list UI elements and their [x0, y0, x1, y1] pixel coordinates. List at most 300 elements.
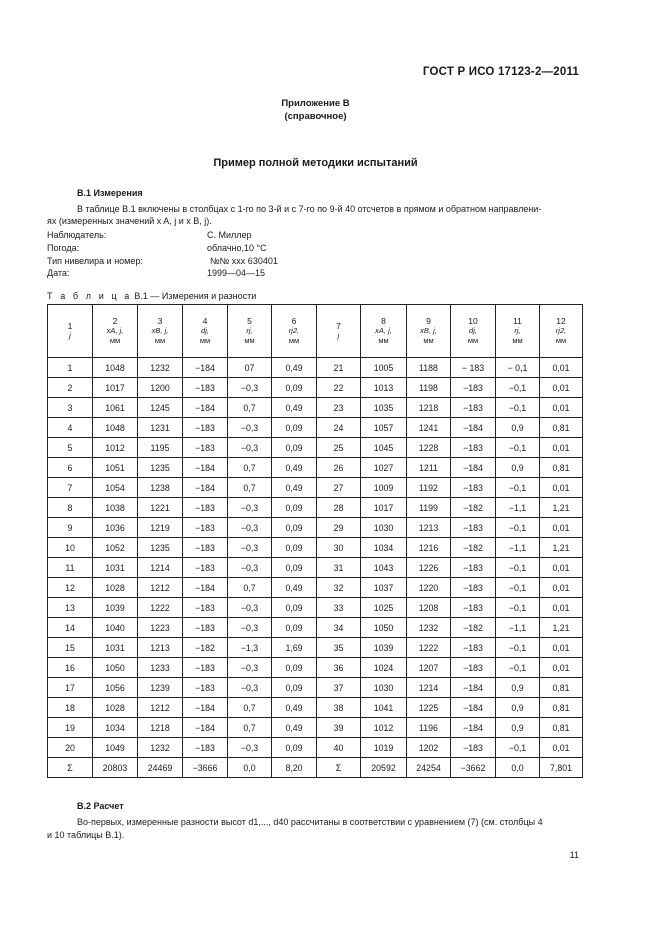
table-cell: 3 [48, 398, 93, 418]
table-cell: 0,09 [272, 618, 317, 638]
column-number: 10 [468, 316, 478, 326]
table-cell: −182 [451, 498, 496, 518]
column-symbol: j [337, 331, 340, 340]
table-cell: 0,49 [272, 698, 317, 718]
main-title-text: Пример полной методики испытаний [213, 157, 418, 169]
table-cell: 1207 [407, 658, 451, 678]
info-value: №№ ххх 630401 [210, 256, 278, 266]
column-header [496, 305, 540, 358]
info-value: С. Миллер [207, 230, 252, 240]
table-row [48, 698, 583, 718]
table-cell: −182 [451, 618, 496, 638]
table-cell: 0,01 [540, 518, 583, 538]
table-cell: 0,01 [540, 438, 583, 458]
table-cell: −0,3 [228, 418, 272, 438]
table-cell: 29 [317, 518, 361, 538]
column-number: 6 [291, 316, 297, 326]
table-cell: − 183 [451, 358, 496, 378]
table-cell: 8,20 [272, 758, 317, 778]
table-cell: 1017 [93, 378, 138, 398]
table-cell: −183 [183, 738, 228, 758]
info-label: Тип нивелира и номер: [47, 256, 143, 266]
table-cell: −0,3 [228, 498, 272, 518]
table-sum-row [48, 758, 583, 778]
column-symbol: xB, j, [420, 326, 437, 335]
table-cell: −3662 [451, 758, 496, 778]
section-1-paragraph-line2: ях (измеренных значений x A, j и x B, j). [47, 216, 212, 226]
table-cell: 0,09 [272, 418, 317, 438]
column-unit: мм [378, 336, 389, 345]
table-cell: −0,1 [496, 438, 540, 458]
table-cell: 1057 [361, 418, 407, 438]
column-number: 7 [336, 321, 341, 331]
table-cell: −183 [451, 378, 496, 398]
table-cell: −184 [451, 458, 496, 478]
table-cell: −184 [451, 718, 496, 738]
table-cell: 0,09 [272, 518, 317, 538]
table-row [48, 718, 583, 738]
table-cell: −184 [183, 698, 228, 718]
column-header [48, 305, 93, 358]
table-cell: −0,1 [496, 578, 540, 598]
table-cell: −0,3 [228, 598, 272, 618]
table-cell: −183 [183, 438, 228, 458]
table-cell: 1218 [407, 398, 451, 418]
table-cell: 32 [317, 578, 361, 598]
column-number: 8 [381, 316, 386, 326]
table-cell: 0,01 [540, 398, 583, 418]
column-unit: мм [109, 336, 121, 345]
column-symbol: dj, [469, 326, 477, 335]
table-cell: 0,7 [228, 398, 272, 418]
table-cell: 0,09 [272, 598, 317, 618]
table-cell: −183 [451, 398, 496, 418]
table-cell: 1034 [93, 718, 138, 738]
table-row [48, 618, 583, 638]
table-cell: 0,0 [496, 758, 540, 778]
table-cell: 1031 [93, 638, 138, 658]
section-2-paragraph-line2: и 10 таблицы В.1). [47, 830, 125, 840]
table-cell: 1039 [93, 598, 138, 618]
table-cell: −183 [183, 418, 228, 438]
table-cell: −0,1 [496, 738, 540, 758]
table-cell: 1013 [361, 378, 407, 398]
table-row [48, 458, 583, 478]
table-cell: 1226 [407, 558, 451, 578]
table-cell: 26 [317, 458, 361, 478]
table-cell: 1199 [407, 498, 451, 518]
table-cell: 0,81 [540, 418, 583, 438]
table-cell: 1031 [93, 558, 138, 578]
table-cell: −0,3 [228, 518, 272, 538]
table-cell: 4 [48, 418, 93, 438]
table-cell: 0,09 [272, 658, 317, 678]
column-unit: мм [154, 336, 166, 345]
table-cell: 5 [48, 438, 93, 458]
table-cell: 0,81 [540, 698, 583, 718]
table-cell: 0,09 [272, 378, 317, 398]
table-cell: 0,81 [540, 458, 583, 478]
table-cell: 6 [48, 458, 93, 478]
table-cell: −184 [451, 678, 496, 698]
table-cell: −0,1 [496, 478, 540, 498]
table-cell: 1017 [361, 498, 407, 518]
table-cell: 1213 [407, 518, 451, 538]
table-cell: 1009 [361, 478, 407, 498]
table-cell: −184 [183, 398, 228, 418]
table-cell: 1222 [138, 598, 183, 618]
table-cell: 1216 [407, 538, 451, 558]
table-cell: 1038 [93, 498, 138, 518]
table-cell: 1214 [138, 558, 183, 578]
table-cell: −184 [183, 458, 228, 478]
table-cell: 0,81 [540, 678, 583, 698]
column-unit: мм [512, 336, 523, 345]
table-cell: 20592 [361, 758, 407, 778]
table-cell: −183 [183, 598, 228, 618]
table-cell: 0,01 [540, 558, 583, 578]
column-symbol: rj, [514, 326, 521, 335]
table-row [48, 498, 583, 518]
table-cell: −183 [183, 498, 228, 518]
table-cell: 33 [317, 598, 361, 618]
column-unit: мм [199, 336, 211, 345]
column-header [407, 305, 451, 358]
table-cell: 1012 [361, 718, 407, 738]
table-row [48, 398, 583, 418]
table-cell: 19 [48, 718, 93, 738]
table-cell: 1200 [138, 378, 183, 398]
table-cell: −184 [183, 358, 228, 378]
column-symbol: xA, j, [375, 326, 392, 335]
column-header [228, 305, 272, 358]
table-cell: 1048 [93, 358, 138, 378]
table-cell: −184 [451, 698, 496, 718]
table-cell: 0,49 [272, 358, 317, 378]
table-cell: 8 [48, 498, 93, 518]
table-cell: 1232 [138, 358, 183, 378]
table-cell: −184 [183, 718, 228, 738]
table-cell: −0,3 [228, 438, 272, 458]
table-cell: 0,7 [228, 718, 272, 738]
table-cell: 1050 [93, 658, 138, 678]
info-value: 1999—04—15 [207, 268, 266, 278]
table-cell: −184 [451, 418, 496, 438]
column-number: 5 [247, 316, 252, 326]
table-cell: 1051 [93, 458, 138, 478]
table-cell: 0,09 [272, 738, 317, 758]
table-cell: −183 [451, 438, 496, 458]
column-unit: мм [555, 336, 567, 345]
standard-number: ГОСТ Р ИСО 17123-2—2011 [422, 66, 579, 78]
annex-subtitle: (справочное) [284, 111, 347, 122]
table-cell: 0,09 [272, 538, 317, 558]
table-cell: −0,3 [228, 678, 272, 698]
column-symbol: rj2, [555, 326, 567, 335]
table-cell: 1235 [138, 538, 183, 558]
table-cell: 1,69 [272, 638, 317, 658]
column-symbol: rj2, [288, 326, 300, 335]
table-cell: 0,01 [540, 478, 583, 498]
table-cell: 13 [48, 598, 93, 618]
table-cell: −0,1 [496, 598, 540, 618]
table-cell: 1036 [93, 518, 138, 538]
table-cell: 28 [317, 498, 361, 518]
table-cell: 24469 [138, 758, 183, 778]
column-unit: мм [423, 336, 434, 345]
table-cell: 1048 [93, 418, 138, 438]
table-cell: 25 [317, 438, 361, 458]
table-cell: 22 [317, 378, 361, 398]
table-cell: 38 [317, 698, 361, 718]
table-cell: 27 [317, 478, 361, 498]
table-cell: 1037 [361, 578, 407, 598]
table-cell: 39 [317, 718, 361, 738]
table-cell: −0,1 [496, 558, 540, 578]
measurements-table [47, 304, 583, 778]
page-number: 11 [569, 850, 579, 860]
annex-heading [0, 97, 661, 123]
table-cell: 1211 [407, 458, 451, 478]
table-cell: 0,9 [496, 418, 540, 438]
table-cell: −0,1 [496, 398, 540, 418]
info-value: облачно,10 °C [207, 243, 267, 253]
column-symbol: xB, j, [151, 326, 169, 335]
table-cell: 1050 [361, 618, 407, 638]
table-cell: −183 [451, 598, 496, 618]
table-cell: −184 [183, 578, 228, 598]
column-header [138, 305, 183, 358]
table-caption-prefix: Т а б л и ц а [47, 291, 132, 301]
table-cell: 0,7 [228, 578, 272, 598]
table-cell: 1219 [138, 518, 183, 538]
table-caption-text: В.1 — Измерения и разности [134, 291, 257, 301]
table-cell: −183 [183, 658, 228, 678]
table-cell: 2 [48, 378, 93, 398]
table-cell: −0,1 [496, 518, 540, 538]
table-cell: 1049 [93, 738, 138, 758]
table-cell: 17 [48, 678, 93, 698]
table-cell: 0,01 [540, 738, 583, 758]
table-row [48, 658, 583, 678]
table-cell: 0,01 [540, 598, 583, 618]
table-cell: 1239 [138, 678, 183, 698]
table-cell: 1221 [138, 498, 183, 518]
table-cell: 1231 [138, 418, 183, 438]
table-row [48, 478, 583, 498]
column-header [451, 305, 496, 358]
table-cell: 14 [48, 618, 93, 638]
table-cell: 37 [317, 678, 361, 698]
table-cell: 1202 [407, 738, 451, 758]
table-cell: 1035 [361, 398, 407, 418]
table-cell: −182 [451, 538, 496, 558]
table-cell: Σ [317, 758, 361, 778]
column-header [540, 305, 583, 358]
table-cell: 1225 [407, 698, 451, 718]
table-cell: 35 [317, 638, 361, 658]
table-cell: 0,81 [540, 718, 583, 738]
table-cell: −1,3 [228, 638, 272, 658]
table-cell: 1188 [407, 358, 451, 378]
column-symbol: rj, [246, 326, 253, 335]
table-cell: 0,7 [228, 478, 272, 498]
table-cell: 0,01 [540, 658, 583, 678]
info-label: Погода: [47, 243, 80, 253]
column-symbol: xA, j, [106, 326, 124, 335]
section-1-paragraph-line1: В таблице В.1 включены в столбцах с 1-го по 3-й и с 7-го по 9-й 40 отсчетов в прямом и обратном направлени- [77, 204, 542, 214]
table-cell: 1212 [138, 698, 183, 718]
table-cell: −183 [451, 558, 496, 578]
table-cell: 7,801 [540, 758, 583, 778]
table-cell: 1222 [407, 638, 451, 658]
table-cell: 1208 [407, 598, 451, 618]
annex-title: Приложение В [281, 98, 350, 109]
table-cell: 1,21 [540, 538, 583, 558]
table-cell: −183 [451, 738, 496, 758]
table-cell: −183 [183, 378, 228, 398]
table-cell: −183 [451, 638, 496, 658]
table-cell: 0,0 [228, 758, 272, 778]
table-row [48, 578, 583, 598]
table-cell: 1056 [93, 678, 138, 698]
table-row [48, 558, 583, 578]
column-number: 9 [426, 316, 431, 326]
table-cell: −0,3 [228, 558, 272, 578]
table-cell: −183 [183, 538, 228, 558]
table-cell: 30 [317, 538, 361, 558]
table-cell: −183 [451, 578, 496, 598]
table-row [48, 738, 583, 758]
table-cell: 0,01 [540, 378, 583, 398]
table-cell: −183 [451, 658, 496, 678]
table-cell: −0,3 [228, 658, 272, 678]
table-cell: 1235 [138, 458, 183, 478]
column-header [361, 305, 407, 358]
table-cell: 0,7 [228, 458, 272, 478]
table-cell: 1223 [138, 618, 183, 638]
table-cell: 7 [48, 478, 93, 498]
column-unit: мм [244, 336, 255, 345]
table-cell: 1061 [93, 398, 138, 418]
column-number: 3 [157, 316, 163, 326]
table-cell: −0,3 [228, 378, 272, 398]
column-number: 1 [67, 321, 73, 331]
table-cell: 0,09 [272, 558, 317, 578]
table-cell: 0,49 [272, 478, 317, 498]
table-cell: 1054 [93, 478, 138, 498]
table-cell: 1052 [93, 538, 138, 558]
table-cell: 0,9 [496, 678, 540, 698]
table-cell: −0,3 [228, 618, 272, 638]
table-cell: 12 [48, 578, 93, 598]
table-cell: 1 [48, 358, 93, 378]
section-1-heading: В.1 Измерения [77, 188, 143, 198]
table-cell: 0,49 [272, 458, 317, 478]
info-label: Дата: [47, 268, 70, 278]
table-cell: 11 [48, 558, 93, 578]
column-number: 12 [556, 316, 566, 326]
table-cell: 23 [317, 398, 361, 418]
table-cell: 20803 [93, 758, 138, 778]
table-cell: −184 [183, 478, 228, 498]
table-cell: 34 [317, 618, 361, 638]
table-cell: −183 [183, 678, 228, 698]
table-cell: 1030 [361, 518, 407, 538]
table-cell: 1245 [138, 398, 183, 418]
table-cell: −0,1 [496, 638, 540, 658]
table-cell: 1024 [361, 658, 407, 678]
column-header [272, 305, 317, 358]
table-cell: 21 [317, 358, 361, 378]
table-cell: 1027 [361, 458, 407, 478]
table-row [48, 438, 583, 458]
table-cell: 07 [228, 358, 272, 378]
table-cell: 1232 [138, 738, 183, 758]
info-label: Наблюдатель: [47, 230, 107, 240]
table-cell: 24254 [407, 758, 451, 778]
table-cell: −183 [183, 558, 228, 578]
table-cell: 1218 [138, 718, 183, 738]
table-row [48, 538, 583, 558]
column-number: 4 [202, 316, 208, 326]
column-number: 11 [513, 316, 522, 326]
table-cell: 0,01 [540, 358, 583, 378]
table-cell: 1005 [361, 358, 407, 378]
table-cell: −1,1 [496, 538, 540, 558]
table-cell: 1019 [361, 738, 407, 758]
table-cell: 1012 [93, 438, 138, 458]
column-header [317, 305, 361, 358]
column-symbol: j [69, 331, 71, 340]
column-unit: мм [288, 336, 300, 345]
table-cell: 40 [317, 738, 361, 758]
table-cell: −1,1 [496, 618, 540, 638]
table-cell: 1045 [361, 438, 407, 458]
table-cell: 1198 [407, 378, 451, 398]
table-cell: 36 [317, 658, 361, 678]
table-cell: 0,09 [272, 498, 317, 518]
table-cell: 1040 [93, 618, 138, 638]
table-cell: 1196 [407, 718, 451, 738]
table-cell: 1238 [138, 478, 183, 498]
table-cell: 0,09 [272, 678, 317, 698]
table-caption [47, 291, 256, 301]
table-row [48, 598, 583, 618]
table-cell: 1228 [407, 438, 451, 458]
table-cell: 1192 [407, 478, 451, 498]
main-title [0, 157, 661, 169]
table-row [48, 418, 583, 438]
table-row [48, 638, 583, 658]
table-row [48, 518, 583, 538]
table-cell: −183 [183, 618, 228, 638]
table-row [48, 378, 583, 398]
table-cell: 1214 [407, 678, 451, 698]
table-cell: 1,21 [540, 498, 583, 518]
table-cell: 0,49 [272, 578, 317, 598]
column-header [93, 305, 138, 358]
table-cell: 0,7 [228, 698, 272, 718]
table-cell: −183 [183, 518, 228, 538]
table-cell: − 0,1 [496, 358, 540, 378]
table-cell: −182 [183, 638, 228, 658]
table-cell: 1025 [361, 598, 407, 618]
table-cell: 9 [48, 518, 93, 538]
table-cell: −0,1 [496, 658, 540, 678]
table-cell: 1028 [93, 578, 138, 598]
table-cell: 0,49 [272, 718, 317, 738]
